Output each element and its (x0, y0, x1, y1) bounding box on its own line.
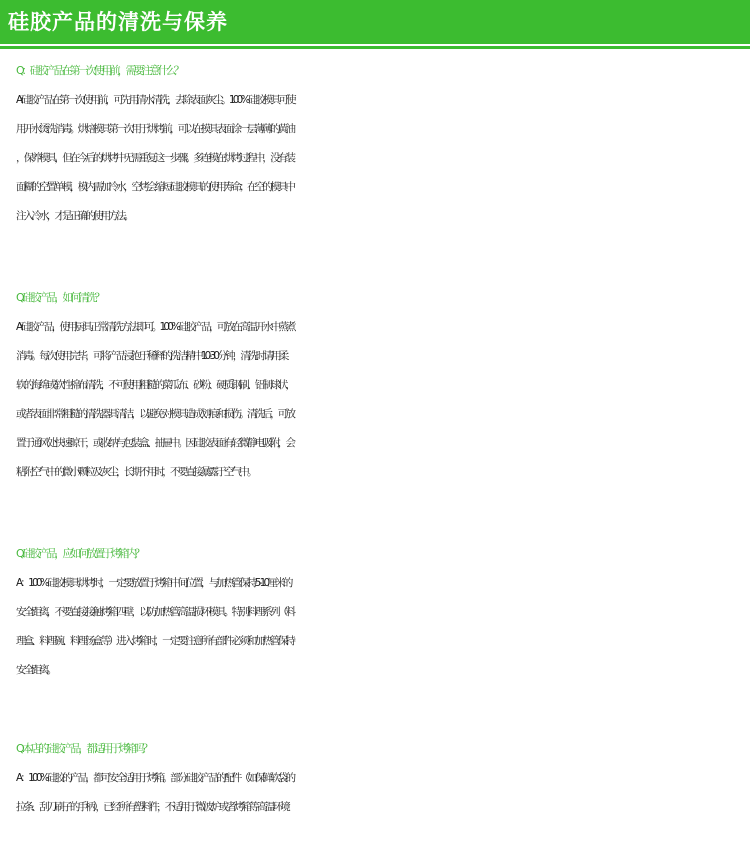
answer-line: 粘附空气中的微小颗粒及灰尘，长期不用时，不要直接暴露于空气中。 (16, 466, 255, 478)
question-1: Q：硅胶产品在第一次使用前，需要注意什么？ (16, 64, 182, 77)
answer-line: 安全距离。 (16, 664, 55, 676)
qa-section-3 (0, 539, 750, 685)
header-bar (0, 0, 750, 44)
qa-section-1 (0, 56, 750, 231)
question-2: Q:硅胶产品，如何清洗？ (16, 291, 103, 304)
answer-line: 拉条、刮刀刷子的手柄），已经所有塑料件，不适用于微波炉或者烤箱等高温环境 (16, 801, 288, 813)
page-title: 硅胶产品的清洗与保养 (8, 10, 228, 34)
question-3: Q:硅胶产品，应如何放置于烤箱内？ (16, 547, 143, 560)
answer-line: 或者表面非常粗糙的清洗器具清洁，以避免对模具造成划痕和损伤。清洗后，可放 (16, 408, 294, 420)
answer-line: 安全距离，不要直接接触烤箱四壁，以防加热管高温损坏模具。特别料理系列（料 (16, 606, 294, 618)
answer-line: A：100%硅胶模具烘烤时，一定要放置于烤箱中间位置，与加热管保持5-10厘米的 (16, 577, 291, 589)
answer-2 (0, 313, 750, 487)
answer-line: 用开水烫洗消毒。烘焙模具第一次用于烘烤前，可以在模具表面涂一层薄薄的黄油 (16, 123, 294, 135)
answer-line: 面糊的空置单模，模内需加冷水，空烤会缩短硅胶模具的使用寿命；在空的模具中 (16, 181, 294, 193)
answer-1 (0, 86, 750, 231)
answer-line: 软的海绵或软性棉布清洗，不可使用粗糙的菜瓜布、砂粉、硬质钢刷、铝制球状， (16, 379, 294, 391)
answer-line: 理盒、料理碗、料理汤盒等）进入烤箱时，一定要注意所有部件必须和加热管保持 (16, 635, 294, 647)
answer-3 (0, 569, 750, 685)
answer-4 (0, 764, 750, 822)
header-divider (0, 46, 750, 49)
answer-line: A：100%硅胶的产品，都可安全适用于烤箱。部分硅胶产品的配件（如保鲜软袋的 (16, 772, 294, 784)
answer-line: 消毒。每次使用完毕，可将产品浸泡于稀释的洗洁精中10-30分钟，清洗时请用柔 (16, 350, 287, 362)
qa-section-4 (0, 734, 750, 822)
question-4: Q:本店的硅胶产品，都适用于烤箱吗？ (16, 742, 151, 755)
answer-line: 置于通风处快速晾干，或收纳与包装盒、抽屉中。因硅胶表面有轻微静电吸附，会 (16, 437, 294, 449)
answer-line: ，保养模具，但在今后的烘烤中无需重复这一步骤。多连模在烘烤过程中，没有装 (16, 152, 294, 164)
answer-line: A:硅胶产品在第一次使用前，可先用清水清洗，去除表面灰尘。100%硅胶模具可使 (16, 94, 294, 106)
answer-line: A:硅胶产品，使用厨具正常清洗方法即可。100%硅胶产品，可放在高温开水中蒸煮 (16, 321, 294, 333)
answer-line: 注入冷水，才是正确的使用方法。 (16, 210, 132, 222)
qa-section-2 (0, 283, 750, 487)
